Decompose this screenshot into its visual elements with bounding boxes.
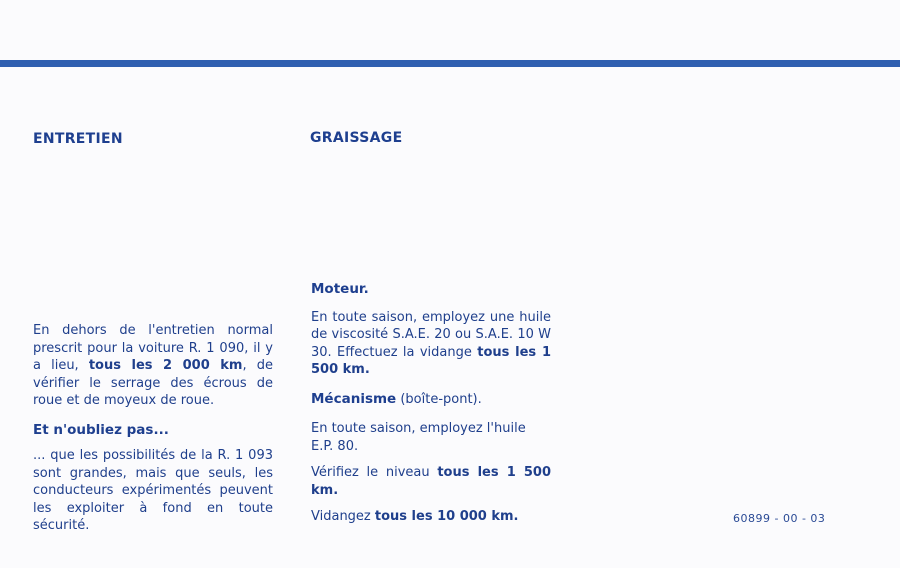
mecanisme-drain [311, 508, 551, 526]
level-bold: tous les 1 500 km. [311, 465, 551, 498]
mecanisme-oil: En toute saison, employez l'huile E.P. 80. [311, 421, 526, 454]
intro-text-1: En dehors de l'entretien normal prescrit pour la voiture R. 1 090, il y a lieu, [33, 323, 273, 373]
header-rule [0, 60, 900, 67]
entretien-column [33, 322, 273, 535]
graissage-column [311, 281, 551, 526]
mecanisme-title-line [311, 391, 551, 409]
mecanisme-suffix: (boîte-pont). [396, 391, 482, 407]
entretien-subheading: Et n'oubliez pas... [33, 421, 169, 438]
level-text: Vérifiez le niveau [311, 465, 438, 480]
drain-text: Vidangez [311, 509, 375, 524]
moteur-bold: tous les 1 500 km. [311, 344, 551, 377]
entretien-body: ... que les possibilités de la R. 1 093 sont grandes, mais que seuls, les conducteurs expérimentés peuvent les exploiter à fond en toute sécurité. [33, 448, 273, 533]
mecanisme-level [311, 464, 551, 499]
moteur-text-1: En toute saison, employez une huile de viscosité S.A.E. 20 ou S.A.E. 10 W 30. Effectuez la vidange [311, 309, 551, 360]
graissage-heading: GRAISSAGE [310, 130, 403, 146]
entretien-intro [33, 322, 273, 410]
moteur-text [311, 309, 551, 379]
reference-number: 60899 - 00 - 03 [733, 512, 826, 525]
mecanisme-title: Mécanisme [311, 390, 397, 407]
entretien-heading: ENTRETIEN [33, 131, 123, 147]
drain-bold: tous les 10 000 km. [374, 509, 519, 524]
moteur-title: Moteur. [311, 281, 369, 297]
intro-bold: tous les 2 000 km [88, 358, 243, 373]
intro-text-2: , de vérifier le serrage des écrous de roue et de moyeux de roue. [33, 358, 274, 408]
